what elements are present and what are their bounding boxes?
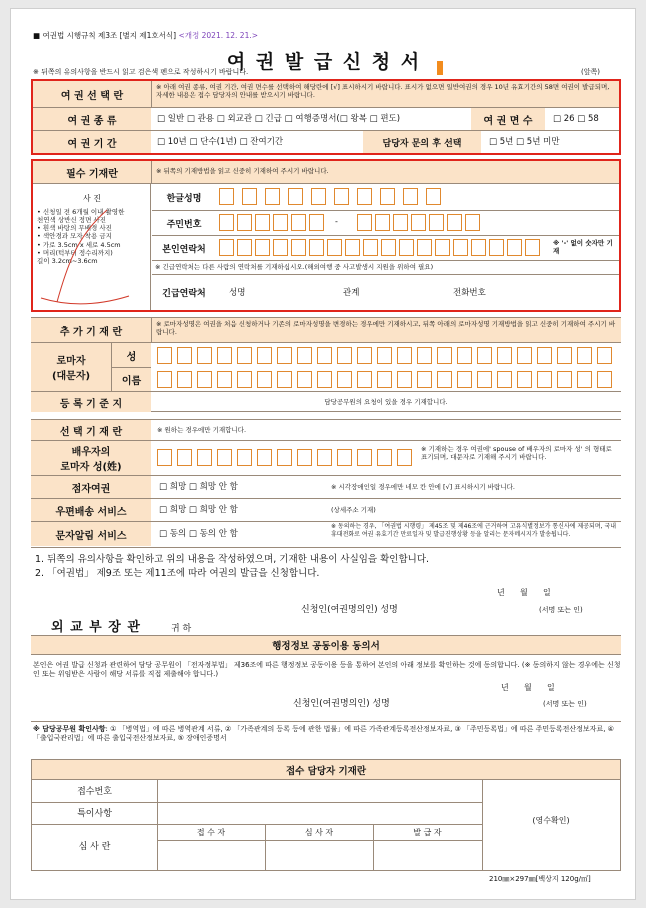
consent-sign[interactable]: (서명 또는 인) [543,700,587,708]
sms-options[interactable]: □ 동의 □ 동의 안 함 [159,529,238,539]
photo-rule: • 흰색 바탕의 무배경 사진 [37,224,112,233]
phone-note: ※ '-' 없이 숫자만 기재 [553,239,613,256]
pages-options[interactable]: □ 26 □ 58 [553,114,599,124]
examiner-label: 심 사 란 [78,842,111,852]
domicile-field[interactable]: 담당공무원의 요청이 있을 경우 기재합니다. [324,398,448,406]
braille-label: 점자여권 [31,476,151,498]
law-ref-text: 여권법 시행규칙 제3조 [별지 제1호서식] [42,31,177,40]
declaration-sign[interactable]: (서명 또는 인) [539,606,583,614]
pages-label: 여 권 면 수 [471,108,545,130]
roman-name-label: 로마자 (대문자) [31,343,111,391]
photo-title: 사 진 [83,194,101,203]
emergency-name-field[interactable]: 성명 [229,288,246,298]
consent-text: 본인은 여권 발급 신청과 관련하여 담당 공무원이 「전자정부법」 제36조에 따른 행정정보 공동이용 등을 통하여 본인의 아래 정보를 확인하는 것에 동의합니다. (※ 동의하지 않는 경우에는 신청인 또는 위임받은 사람이 해당 서류를 직접 제출해야 합니다.) [33,661,621,678]
optional-label: 선 택 기 재 란 [31,420,151,440]
optional-note: ※ 원하는 경우에만 기재합니다. [157,426,247,434]
additional-section [31,317,621,412]
sms-label: 문자알림 서비스 [31,522,151,546]
declaration-section [31,547,621,643]
photo-rule: • 신청일 전 6개월 이내 촬영한 [37,208,125,216]
post-label: 우편배송 서비스 [31,499,151,521]
declaration-applicant: 신청인(여권명의인) 성명 [301,605,398,615]
type-label: 여 권 종 류 [33,108,151,130]
photo-rule: 천연색 상반신 정면 사진 [37,216,106,225]
photo-rule: • 가로 3.5cm x 세로 4.5cm [37,240,121,249]
type-options[interactable]: □ 일반 □ 관용 □ 외교관 □ 긴급 □ 여행증명서(□ 왕복 □ 편도) [157,114,401,124]
officer-section [31,759,621,871]
recipient-honorific: 귀 하 [171,624,192,634]
examiner-column: 심 사 자 [304,828,334,837]
law-reference [33,31,258,40]
surname-label: 성 [111,343,151,367]
declaration-line-1: 1. 뒤쪽의 유의사항을 확인하고 위의 내용을 작성하였으며, 기재한 내용이 사실임을 확인합니다. [35,554,430,565]
emergency-label: 긴급연락처 [152,275,216,310]
braille-options[interactable]: □ 희망 □ 희망 안 함 [159,482,238,492]
additional-note: ※ 로마자성명은 여권을 처음 신청하거나 기존의 로마자성명을 변경하는 경우에만 기재하시고, 뒤쪽 아래의 로마자성명 기재방법을 읽고 신중히 기재하여 주시기 바랍니다. [151,318,621,342]
rrn-dash: - [335,217,338,226]
period-label: 여 권 기 간 [33,131,151,153]
revision-date: <개정 2021. 12. 21.> [178,31,259,40]
passport-application-form [10,8,636,900]
emergency-note: ※ 긴급연락처는 다른 사람의 연락처를 기재하십시오.(해외여행 중 사고발생시 지원을 위하여 필요) [155,263,434,271]
photo-rule: • 색안경과 모자 착용 금지 [37,232,112,241]
braille-note: ※ 시각장애인일 경우에만 네모 칸 안에 [√] 표시하시기 바랍니다. [331,483,515,491]
page-title: 여 권 발 급 신 청 서 [226,51,422,73]
page-side: (앞쪽) [581,68,600,76]
required-section [31,159,621,312]
photo-rule: • 머리(턱부터 정수리까지) [37,248,113,257]
additional-label: 추 가 기 재 란 [31,318,151,342]
spouse-note: ※ 기재하는 경우 여권에' spouse of 배우자의 로마자 성' 의 형태로 표기되며, 대문자로 기재해 주시기 바랍니다. [421,445,612,462]
emergency-phone-field[interactable]: 전화번호 [453,288,486,298]
domicile-label: 등 록 기 준 지 [31,392,151,412]
receipt-number-label: 접수번호 [77,787,112,797]
rrn-label: 주민번호 [152,211,216,235]
square-bullet-icon: ■ [33,31,43,40]
issuer-column: 발 급 자 [413,828,442,837]
sms-note: ※ 동의하는 경우, 「여권법 시행령」 제45조 및 제46조에 근거하여 고유식별정보가 통신사에 제공되며, 국내 휴대전화로 여권 유효기간 만료일자 및 발급진행상황 등을 알리는 문자메시지가 발송됩니다. [331,523,617,538]
officer-check-items [33,725,621,743]
korean-name-label: 한글성명 [152,184,216,210]
orange-marker [437,61,443,75]
declaration-date[interactable]: 년 월 일 [497,588,551,597]
spouse-label: 배우자의 로마자 성(姓) [31,441,151,475]
recipient: 외 교 부 장 관 [51,620,141,635]
after-inquiry-label: 담당자 문의 후 선택 [363,131,481,153]
paper-spec: 210㎜×297㎜[백상지 120g/㎡] [489,875,591,883]
given-name-label: 이름 [111,367,151,391]
optional-section [31,419,621,545]
after-inquiry-options[interactable]: □ 5년 □ 5년 미만 [489,137,560,147]
receipt-check: (영수확인) [532,816,570,825]
notice-text: ※ 뒤쪽의 유의사항을 반드시 읽고 검은색 펜으로 작성하시기 바랍니다. [33,68,249,76]
receiver-column: 접 수 자 [196,828,226,837]
photo-rule: 길이 3.2cm~3.6cm [37,256,98,265]
consent-applicant: 신청인(여권명의인) 성명 [293,699,390,709]
selection-label: 여 권 선 택 란 [33,81,151,107]
photo-area[interactable] [33,184,151,310]
consent-date[interactable]: 년 월 일 [501,683,555,692]
phone-label: 본인연락처 [152,236,216,260]
period-options[interactable]: □ 10년 □ 단수(1년) □ 잔여기간 [157,137,284,147]
remarks-label: 특이사항 [77,809,112,819]
selection-note: ※ 아래 여권 종류, 여권 기간, 여권 면수를 선택하여 해당란에 [√] 표시하시기 바랍니다. 표시가 없으면 일반여권의 경우 10년 유효기간의 58면 여권이 발급되며, 자세한 내용은 접수 담당자의 안내를 받으시기 바랍니다. [151,81,619,107]
officer-check-text: : ① 「병역법」에 따른 병역관계 서류, ② 「가족관계의 등록 등에 관한 법률」에 따른 가족관계등록전산정보자료, ③ 「주민등록법」에 따른 주민등록전산정보자료, ④ 「출입국관리법」에 따른 출입국전산정보자료, ⑤ 장애인증명서 [33,725,614,742]
post-options[interactable]: □ 희망 □ 희망 안 함 [159,505,238,515]
photo-guide-lines-icon [37,206,149,306]
passport-selection-section [31,79,621,155]
required-label: 필수 기재란 [33,161,151,183]
post-note: (상세주소 기재) [331,506,376,514]
consent-title: 행정정보 공동이용 동의서 [31,635,621,655]
emergency-relation-field[interactable]: 관계 [343,288,360,298]
declaration-line-2: 2. 「여권법」 제9조 또는 제11조에 따라 여권의 발급을 신청합니다. [35,568,320,579]
required-note: ※ 뒤쪽의 기재방법을 읽고 신중히 기재하여 주시기 바랍니다. [151,161,619,183]
officer-check-label: ※ 담당공무원 확인사항 [33,725,106,733]
officer-title: 접수 담당자 기재란 [32,760,620,780]
